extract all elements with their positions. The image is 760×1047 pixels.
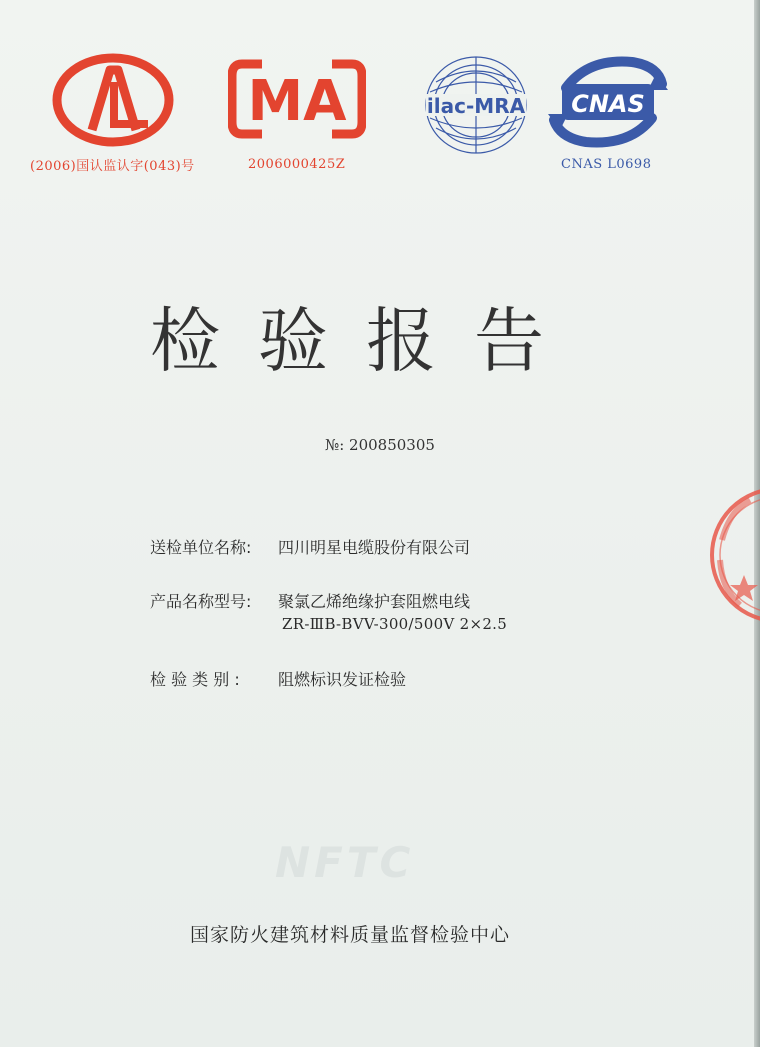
- field-product-label: 产品名称型号:: [150, 592, 252, 611]
- field-category: [150, 667, 406, 690]
- ilac-mra-logo-icon: [420, 52, 532, 158]
- ilac-mra-logo-text: ilac-MRA: [426, 94, 526, 118]
- cma-logo-icon: [228, 58, 366, 140]
- official-seal-icon: [700, 480, 760, 630]
- cnas-accreditation-number: CNAS L0698: [561, 157, 652, 172]
- cnas-logo-icon: [548, 54, 668, 150]
- field-category-value: 阻燃标识发证检验: [278, 670, 407, 689]
- cnas-logo-text: CNAS: [571, 90, 645, 118]
- cma-logo-text: MA: [247, 69, 347, 134]
- field-product-model: ZR-ⅢB-BVV-300/500V 2×2.5: [282, 615, 508, 633]
- field-product-value: 聚氯乙烯绝缘护套阻燃电线: [278, 592, 471, 611]
- nftc-watermark: NFTC: [275, 838, 415, 887]
- field-applicant-value: 四川明星电缆股份有限公司: [278, 538, 471, 557]
- cal-certificate-number: (2006)国认监认字(043)号: [30, 159, 195, 174]
- field-product: [150, 589, 470, 612]
- issuing-organization: 国家防火建筑材料质量监督检验中心: [189, 924, 510, 946]
- report-title: 检验报告: [150, 300, 582, 382]
- report-number: №: 200850305: [325, 436, 435, 454]
- cal-logo-icon: [52, 52, 174, 148]
- field-applicant: [150, 535, 470, 558]
- cma-certificate-number: 2006000425Z: [248, 157, 346, 172]
- field-category-label: 检 验 类 别 :: [150, 670, 240, 689]
- field-applicant-label: 送检单位名称:: [150, 538, 252, 557]
